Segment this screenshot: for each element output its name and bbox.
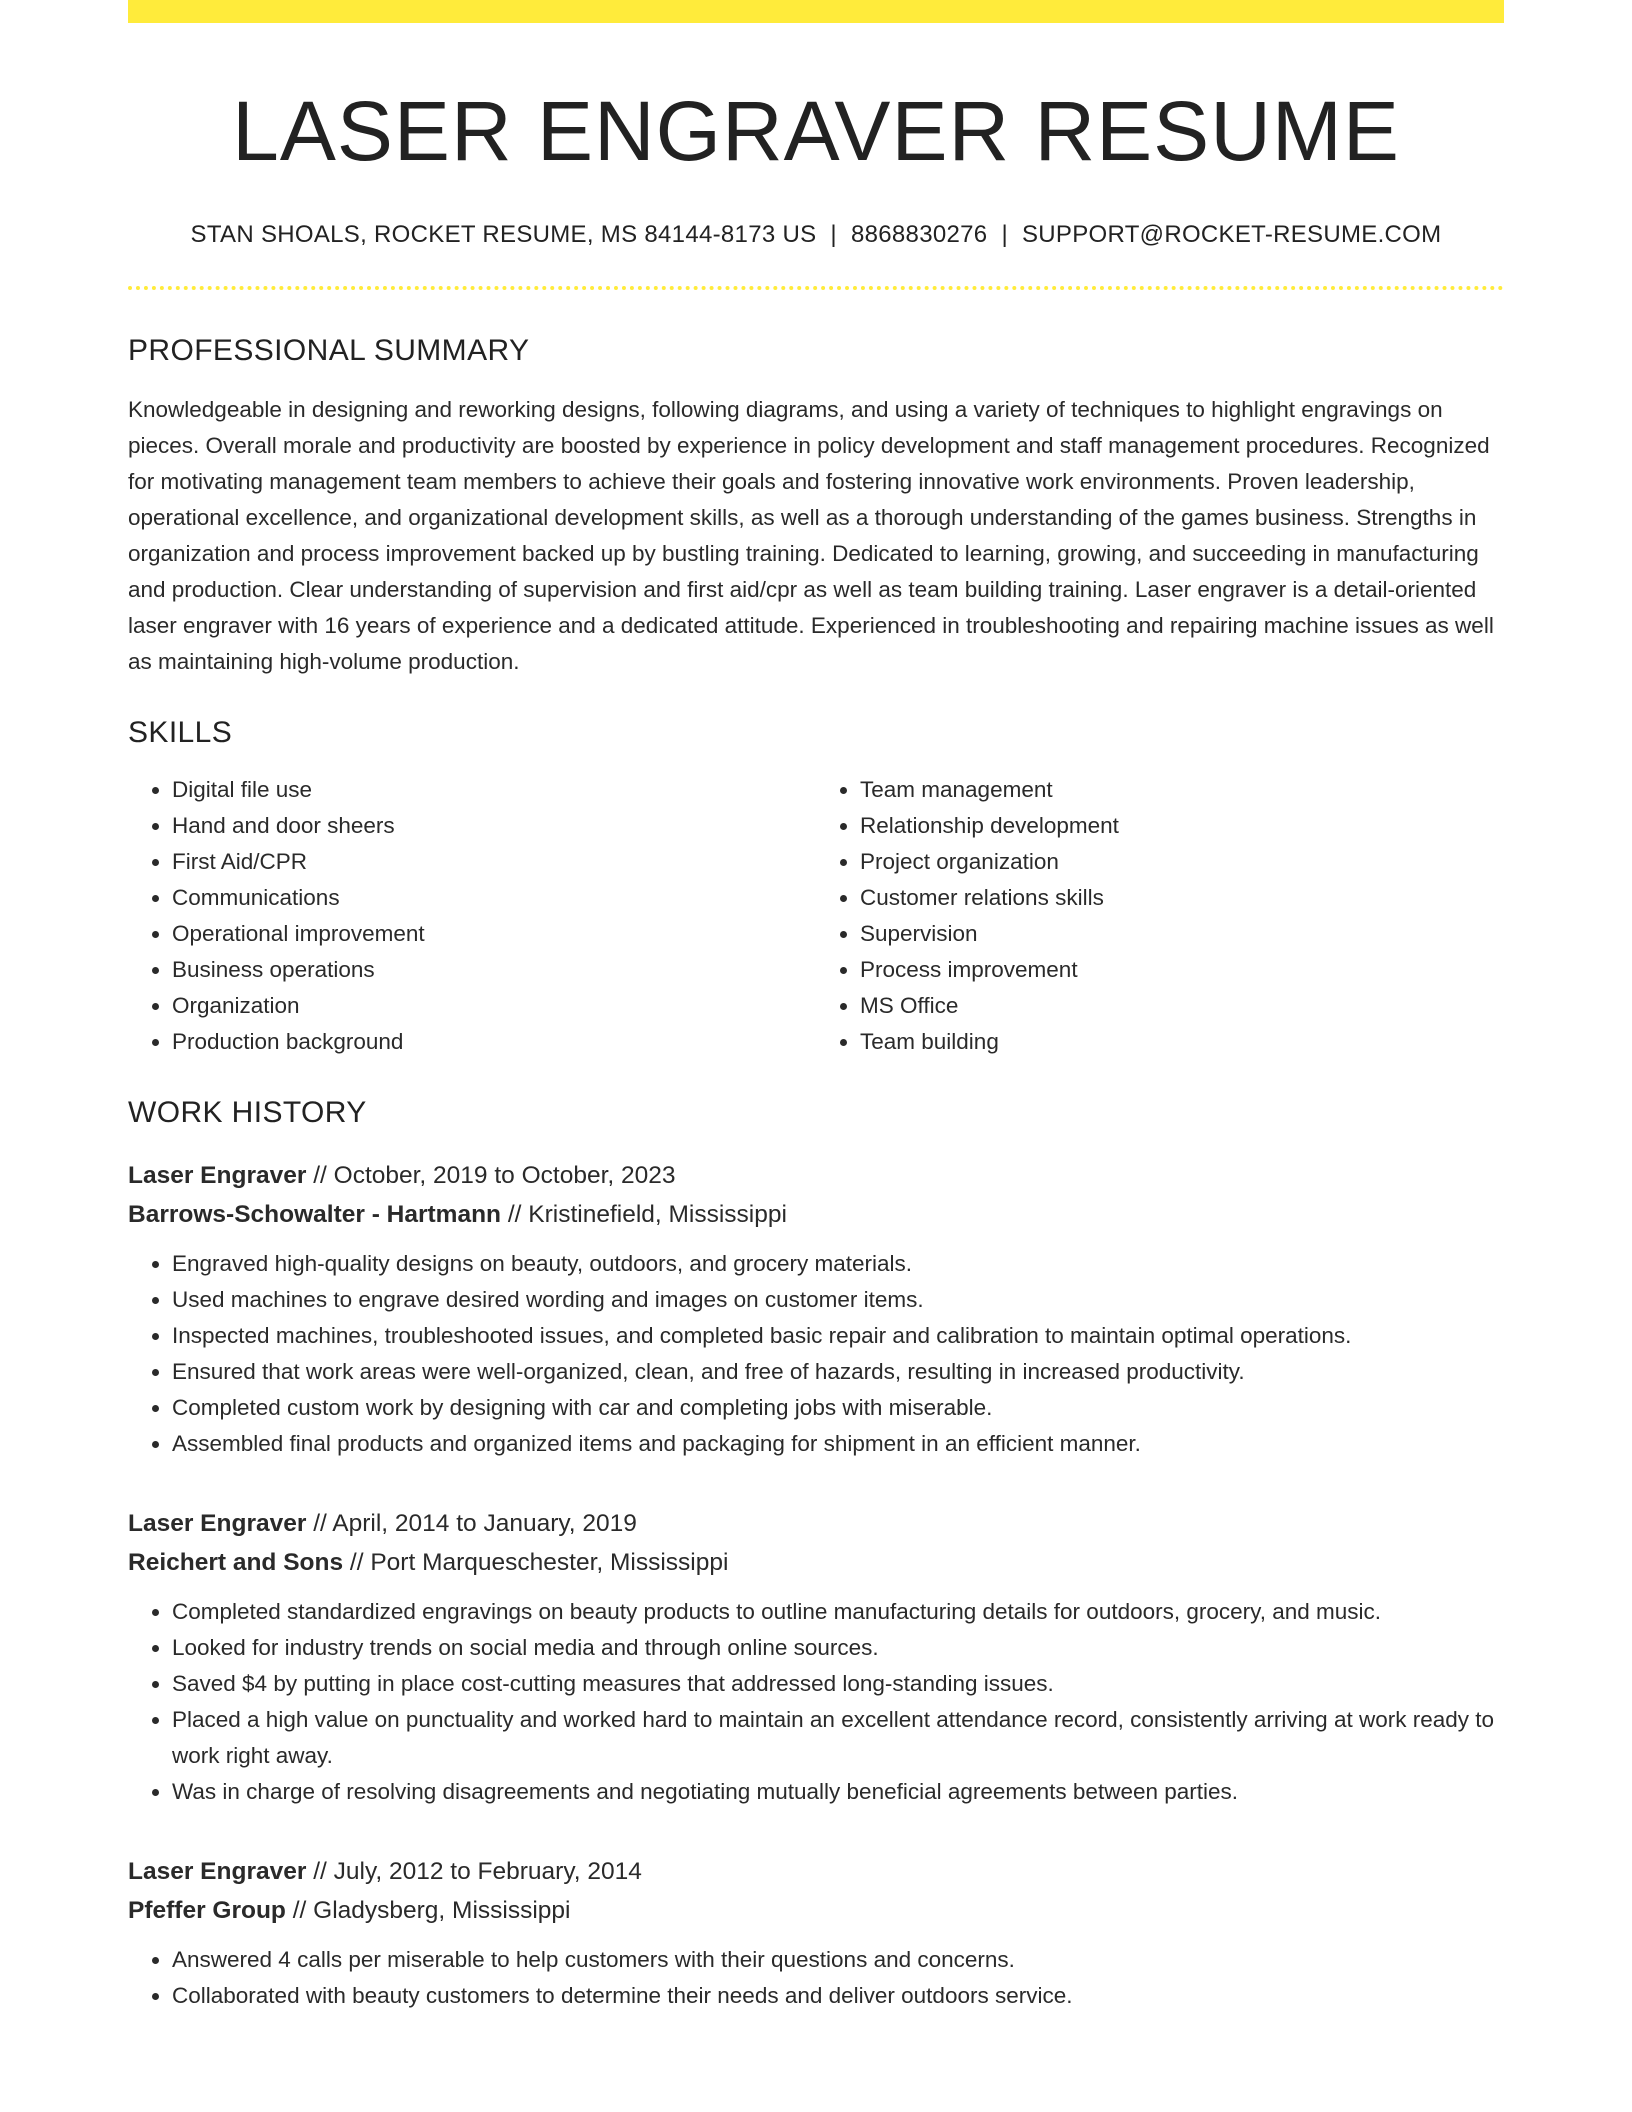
contact-line [128,221,1504,250]
skill-item: • Hand and door sheers [172,808,816,844]
job-location: // Port Marqueschester, Mississippi [343,1549,729,1577]
job-title: Laser Engraver [128,1510,307,1538]
job-bullet: • Used machines to engrave desired wording and images on customer items. [172,1282,1504,1318]
skill-item: • Supervision [860,916,1504,952]
skill-item: • MS Office [860,988,1504,1024]
skill-item: • Team building [860,1024,1504,1060]
contact-phone: 8868830276 [850,221,988,249]
contact-address: STAN SHOALS, ROCKET RESUME, MS 84144-8173 US [190,221,817,249]
job-location: // Kristinefield, Mississippi [501,1201,787,1229]
job-company: Pfeffer Group [128,1897,286,1925]
skills-heading: SKILLS [128,716,233,750]
job-bullets [128,1594,1504,1810]
job-location: // Gladysberg, Mississippi [285,1897,571,1925]
job-bullet: • Collaborated with beauty customers to determine their needs and deliver outdoors service. [172,1978,1504,2014]
skill-item: • Operational improvement [172,916,816,952]
skills-list-right [816,772,1504,1060]
job-title-line [128,1504,1504,1543]
job-bullet: • Looked for industry trends on social media and through online sources. [172,1630,1504,1666]
job-company-line [128,1543,1504,1582]
job-bullets [128,1246,1504,1462]
job-title-line [128,1156,1504,1195]
skills-list-left [128,772,816,1060]
skills-columns [128,772,1504,1060]
job-bullet: • Completed custom work by designing with car and completing jobs with miserable. [172,1390,1504,1426]
job-title: Laser Engraver [128,1162,307,1190]
contact-separator: | [1001,221,1008,249]
resume-page [128,0,1504,2014]
job-title-line [128,1852,1504,1891]
job-dates: // April, 2014 to January, 2019 [306,1510,637,1538]
job-bullet: • Saved $4 by putting in place cost-cutting measures that addressed long-standing issues. [172,1666,1504,1702]
skill-item: • Process improvement [860,952,1504,988]
skill-item: • Communications [172,880,816,916]
job-company: Barrows-Schowalter - Hartmann [128,1201,502,1229]
job-bullet: • Engraved high-quality designs on beauty, outdoors, and grocery materials. [172,1246,1504,1282]
job-bullet: • Inspected machines, troubleshooted issues, and completed basic repair and calibration to maintain optimal operations. [172,1318,1504,1354]
job-bullet: • Completed standardized engravings on beauty products to outline manufacturing details for outdoors, grocery, and music. [172,1594,1504,1630]
work-history-heading: WORK HISTORY [128,1096,367,1130]
job-bullets [128,1942,1504,2014]
job-company: Reichert and Sons [128,1549,344,1577]
contact-separator: | [830,221,837,249]
skill-item: • Relationship development [860,808,1504,844]
dotted-divider [128,286,1504,290]
job-entry [128,1156,1504,1462]
job-entry [128,1852,1504,2014]
job-bullet: • Placed a high value on punctuality and worked hard to maintain an excellent attendance record, consistently arriving at work ready to work right away. [172,1702,1504,1774]
job-entry [128,1504,1504,1810]
skill-item: • Digital file use [172,772,816,808]
skill-item: • Business operations [172,952,816,988]
job-title: Laser Engraver [128,1858,307,1886]
summary-heading: PROFESSIONAL SUMMARY [128,334,530,368]
skill-item: • First Aid/CPR [172,844,816,880]
contact-email: SUPPORT@ROCKET-RESUME.COM [1021,221,1442,249]
accent-bar [128,0,1504,23]
skill-item: • Project organization [860,844,1504,880]
job-bullet: • Ensured that work areas were well-organized, clean, and free of hazards, resulting in increased productivity. [172,1354,1504,1390]
job-company-line [128,1195,1504,1234]
skill-item: • Customer relations skills [860,880,1504,916]
job-company-line [128,1891,1504,1930]
summary-text: Knowledgeable in designing and reworking designs, following diagrams, and using a variety of techniques to highlight engravings on pieces. Overall morale and productivity are boosted by experience in policy development and staff management procedures. Recognized for motivating management team members to achieve their goals and fostering innovative work environments. Proven leadership, operational excellence, and organizational development skills, as well as a thorough understanding of the games business. Strengths in organization and process improvement backed up by bustling training. Dedicated to learning, growing, and succeeding in manufacturing and production. Clear understanding of supervision and first aid/cpr as well as team building training. Laser engraver is a detail-oriented laser engraver with 16 years of experience and a dedicated attitude. Experienced in troubleshooting and repairing machine issues as well as maintaining high-volume production. [128,397,1494,675]
job-dates: // October, 2019 to October, 2023 [306,1162,676,1190]
resume-title: LASER ENGRAVER RESUME [232,84,1400,178]
skill-item: • Team management [860,772,1504,808]
job-bullet: • Assembled final products and organized items and packaging for shipment in an efficient manner. [172,1426,1504,1462]
skill-item: • Organization [172,988,816,1024]
skill-item: • Production background [172,1024,816,1060]
job-bullet: • Answered 4 calls per miserable to help customers with their questions and concerns. [172,1942,1504,1978]
job-bullet: • Was in charge of resolving disagreements and negotiating mutually beneficial agreements between parties. [172,1774,1504,1810]
job-dates: // July, 2012 to February, 2014 [306,1858,642,1886]
